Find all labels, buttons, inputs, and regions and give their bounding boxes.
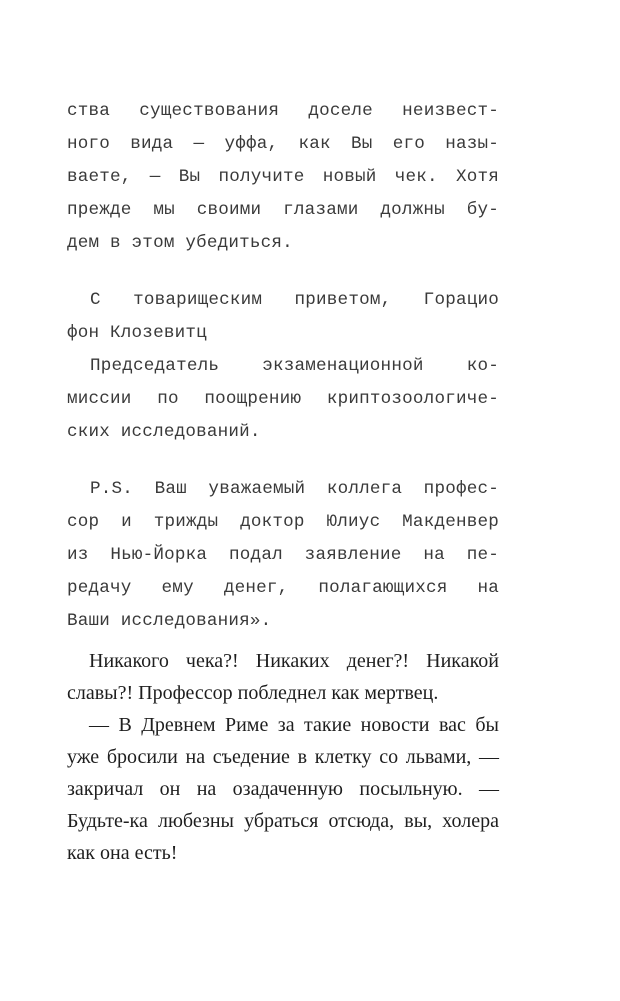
letter-line: ваете, — Вы получите новый чек. Хотя [67,167,499,187]
signature-line: фон Клозевитц [67,323,207,343]
postscript-line: сор и трижды доктор Юлиус Макденвер [67,512,499,532]
dialogue-line: — В Древнем Риме за такие новости вас бы [89,714,499,736]
dialogue-line: закричал он на озадаченную посыльную. — [67,778,499,800]
signature-title-line: ских исследований. [67,422,261,442]
signature-title-line: Председатель экзаменационной ко- [90,356,499,376]
signature-line: С товарищеским приветом, Горацио [90,290,499,310]
dialogue-line: уже бросили на съедение в клетку со львами, — [67,746,499,768]
letter-line: прежде мы своими глазами должны бу- [67,200,499,220]
postscript-line: из Нью-Йорка подал заявление на пе- [67,545,499,565]
letter-line: ного вида — уффа, как Вы его назы- [67,134,499,154]
narrative-line: славы?! Профессор побледнел как мертвец. [67,682,439,704]
postscript-line: редачу ему денег, полагающихся на [67,578,499,598]
dialogue-line: Будьте-ка любезны убраться отсюда, вы, холера [67,810,499,832]
letter-line: ства существования доселе неизвест- [67,101,499,121]
signature-title-line: миссии по поощрению криптозоологиче- [67,389,499,409]
narrative-line: Никакого чека?! Никаких денег?! Никакой [89,650,499,672]
letter-line: дем в этом убедиться. [67,233,293,253]
dialogue-line: как она есть! [67,842,178,864]
postscript-line: P.S. Ваш уважаемый коллега профес- [90,479,499,499]
postscript-line: Ваши исследования». [67,611,272,631]
